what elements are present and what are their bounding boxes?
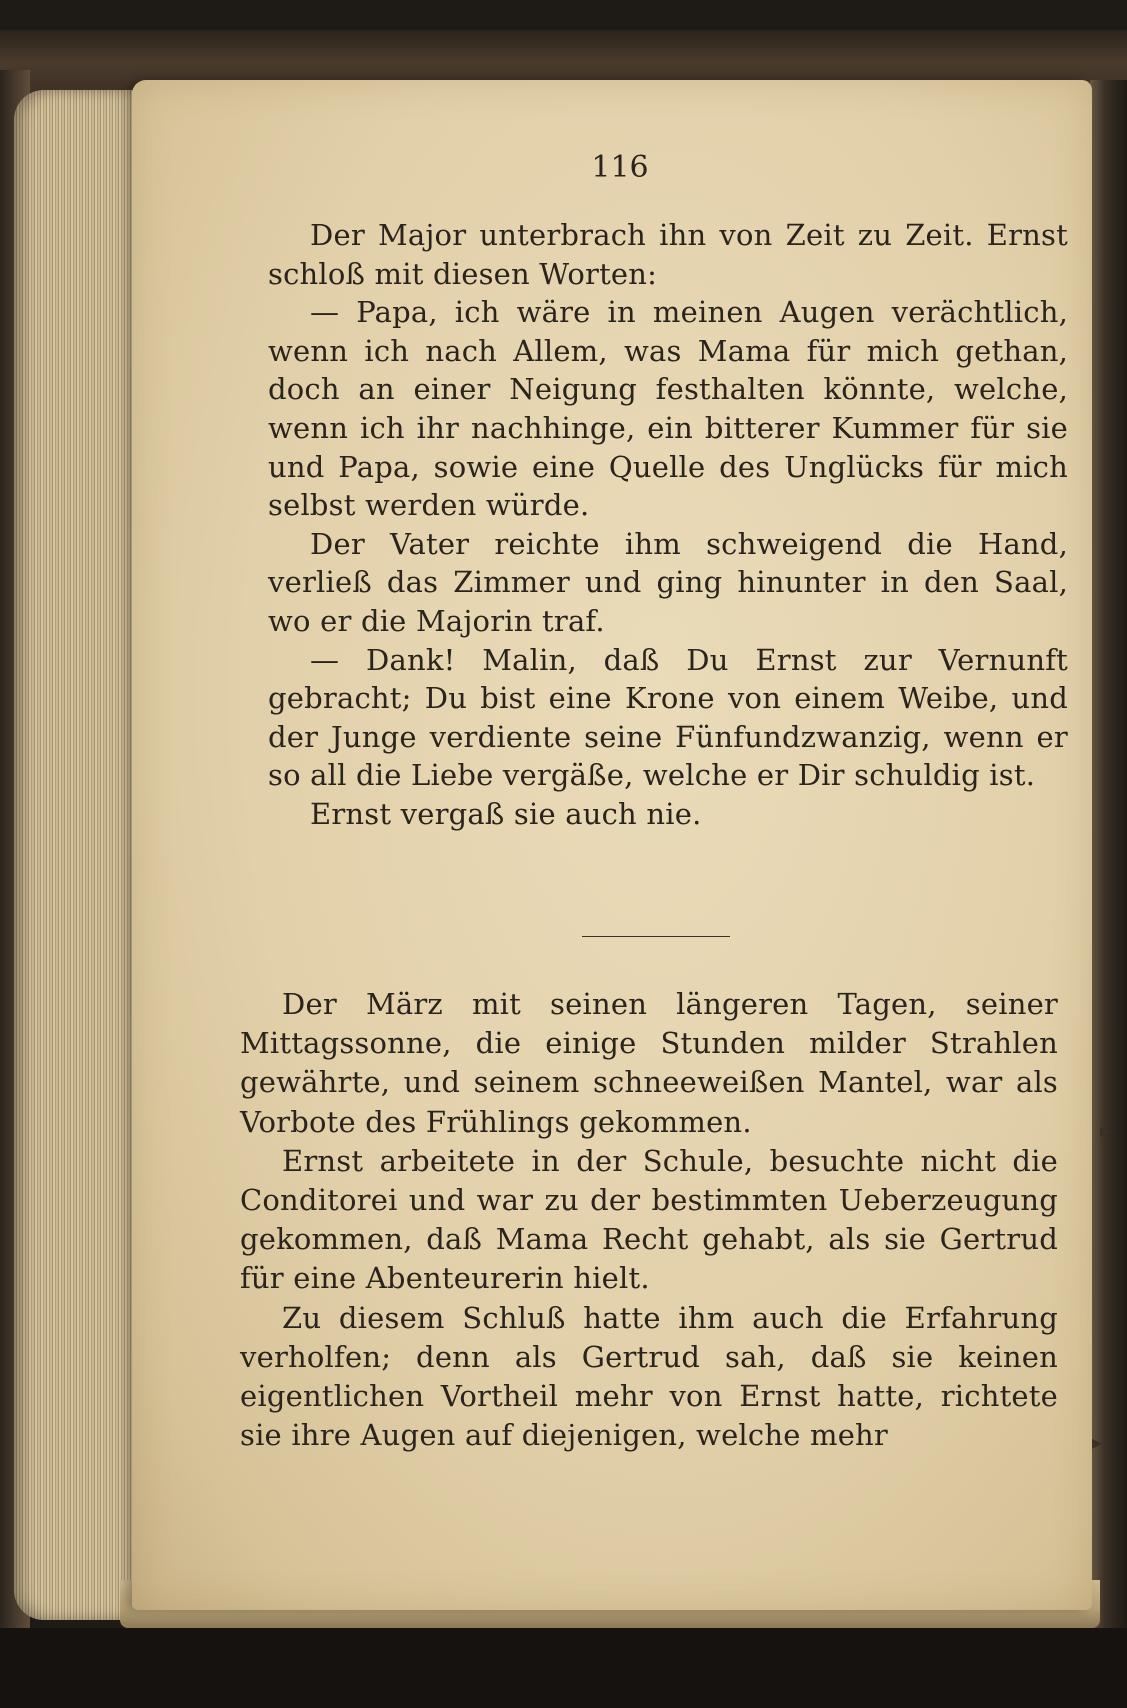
margin-mark-icon: ▸ <box>1100 1118 1111 1142</box>
text-section-1 <box>268 216 1068 834</box>
paragraph: Ernst vergaß sie auch nie. <box>310 796 702 831</box>
section-divider <box>582 936 730 937</box>
text-section-2 <box>240 985 1058 1455</box>
paragraph: — Dank! Malin, daß Du Ernst zur Vernunft gebracht; Du bist eine Krone von einem Weibe, und der Junge verdiente seine Fünfundzwanzig, wenn er so all die Liebe vergäße, welche er Dir schuldig ist. <box>268 642 1068 793</box>
book-cover-bottom <box>0 1628 1127 1708</box>
paragraph: Zu diesem Schluß hatte ihm auch die Erfahrung verholfen; denn als Gertrud sah, daß sie keinen eigentlichen Vortheil mehr von Ernst hatte, richtete sie ihre Augen auf diejenigen, welche mehr <box>240 1300 1058 1453</box>
paragraph: Der Vater reichte ihm schweigend die Hand, verließ das Zimmer und ging hinunter in den Saal, wo er die Majorin traf. <box>268 526 1068 638</box>
book-cover-right <box>1090 80 1127 1640</box>
paragraph: Der März mit seinen längeren Tagen, seiner Mittagssonne, die einige Stunden milder Strahlen gewährte, und seinem schneeweißen Mantel, war als Vorbote des Frühlings gekommen. <box>240 987 1058 1139</box>
paragraph: Der Major unterbrach ihn von Zeit zu Zeit. Ernst schloß mit diesen Worten: <box>268 218 1068 291</box>
page-number: 116 <box>591 150 649 185</box>
paragraph: — Papa, ich wäre in meinen Augen verächtlich, wenn ich nach Allem, was Mama für mich gethan, doch an einer Neigung festhalten könnte, welche, wenn ich ihr nachhinge, ein bitterer Kummer für sie und Papa, sowie eine Quelle des Unglücks für mich selbst werden würde. <box>268 295 1068 523</box>
paragraph: Ernst arbeitete in der Schule, besuchte nicht die Conditorei und war zu der bestimmten Ueberzeugung gekommen, daß Mama Recht gehabt, als sie Gertrud für eine Abenteurerin hielt. <box>240 1143 1058 1296</box>
margin-mark-icon: ▸ <box>1092 1430 1103 1454</box>
